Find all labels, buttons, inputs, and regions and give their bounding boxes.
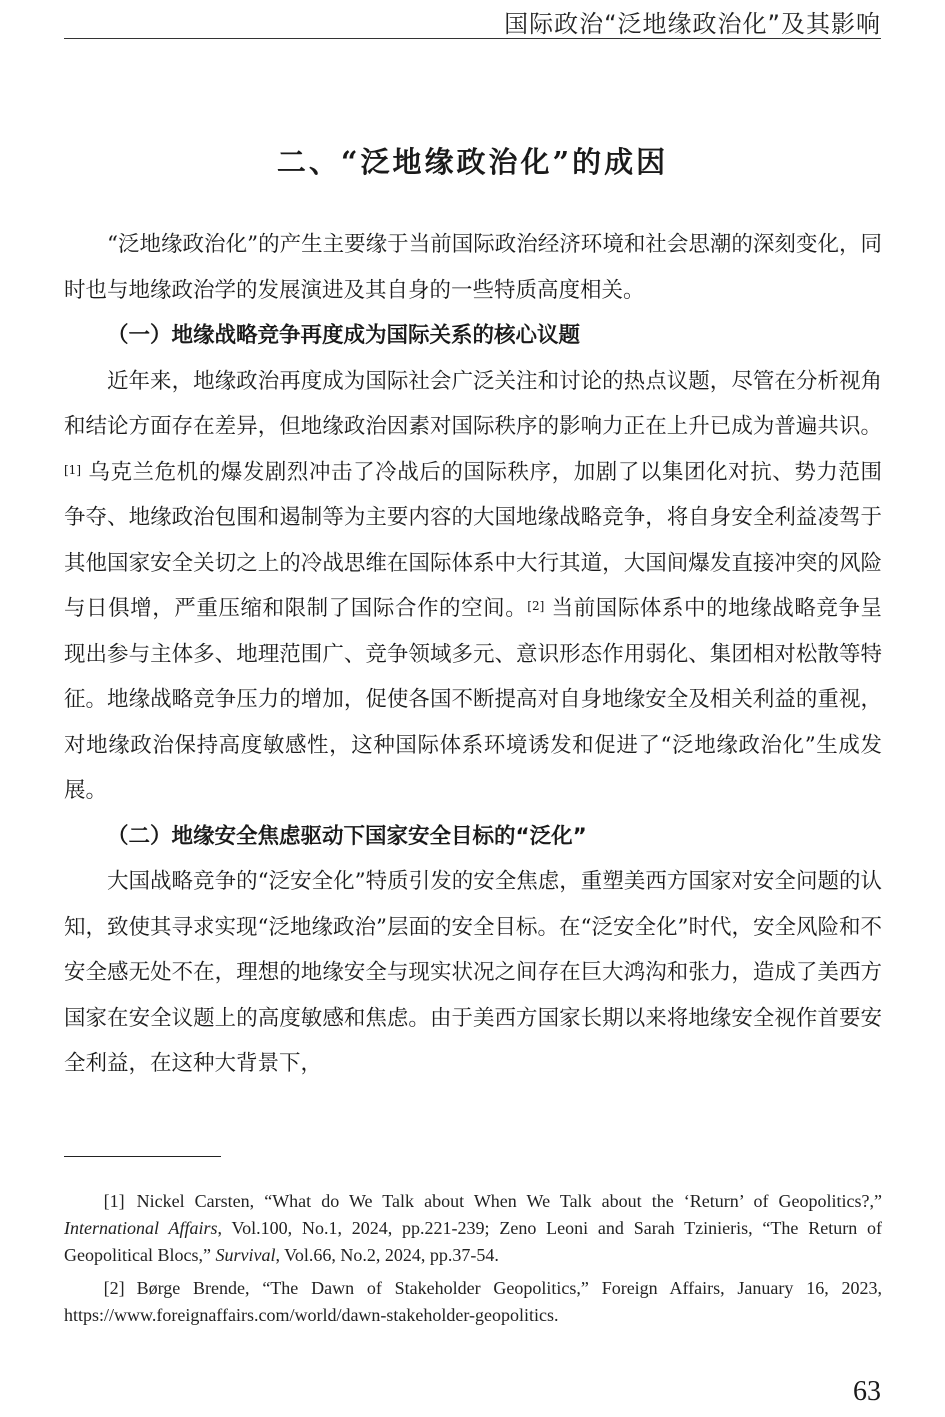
footnote-text: Nickel Carsten, “What do We Talk about When We Talk about the ‘Return’ of Geopolitics?,” (136, 1191, 882, 1211)
subsection-heading-2: （二）地缘安全焦虑驱动下国家安全目标的“泛化” (107, 823, 587, 849)
intro-paragraph: “泛地缘政治化”的产生主要缘于当前国际政治经济环境和社会思潮的深刻变化，同时也与地缘政治学的发展演进及其自身的一些特质高度相关。 (64, 232, 882, 303)
footnote-text: , Vol.100, No.1, 2024, pp.221-239; Zeno Leoni and Sarah Tzinieris, “The Return of Geopolitical Blocs,” (64, 1218, 882, 1265)
paragraph-text: 当前国际体系中的地缘战略竞争呈现出参与主体多、地理范围广、竞争领域多元、意识形态作用弱化、集团相对松散等特征。地缘战略竞争压力的增加，促使各国不断提高对自身地缘安全及相关利益的重视，对地缘政治保持高度敏感性，这种国际体系环境诱发和促进了“泛地缘政治化”生成发展。 (64, 596, 882, 803)
page-number: 63 (853, 1376, 881, 1407)
body-text (64, 222, 882, 1087)
journal-title: Survival (215, 1245, 276, 1265)
footnote-rule (64, 1156, 221, 1157)
footnote-text: Børge Brende, “The Dawn of Stakeholder Geopolitics,” Foreign Affairs, January 16, 2023, https://www.foreignaffairs.com/world/dawn-stakeholder-geopolitics. (64, 1278, 882, 1325)
footnote-ref-1[interactable]: [1] (64, 462, 81, 477)
footnote-ref-2[interactable]: [2] (527, 599, 545, 613)
footnotes (64, 1188, 882, 1335)
subsection-paragraph-2: 大国战略竞争的“泛安全化”特质引发的安全焦虑，重塑美西方国家对安全问题的认知，致使其寻求实现“泛地缘政治”层面的安全目标。在“泛安全化”时代，安全风险和不安全感无处不在，理想的地缘安全与现实状况之间存在巨大鸿沟和张力，造成了美西方国家在安全议题上的高度敏感和焦虑。由于美西方国家长期以来将地缘安全视作首要安全利益，在这种大背景下， (64, 869, 882, 1076)
footnote-number: [1] (103, 1191, 125, 1211)
section-title: 二、“泛地缘政治化”的成因 (276, 145, 669, 179)
subsection-heading-1: （一）地缘战略竞争再度成为国际关系的核心议题 (107, 323, 581, 348)
paragraph-text: 乌克兰危机的爆发剧烈冲击了冷战后的国际秩序，加剧了以集团化对抗、势力范围争夺、地缘政治包围和遏制等为主要内容的大国地缘战略竞争，将自身安全利益凌驾于其他国家安全关切之上的冷战思维在国际体系中大行其道，大国间爆发直接冲突的风险与日俱增，严重压缩和限制了国际合作的空间。 (64, 459, 882, 621)
footnote-1 (64, 1188, 882, 1269)
running-header: 国际政治“泛地缘政治化”及其影响 (504, 10, 881, 38)
subsection-paragraph-1 (64, 359, 882, 814)
footnote-text: , Vol.66, No.2, 2024, pp.37-54. (275, 1245, 499, 1265)
journal-title: International Affairs (64, 1218, 218, 1238)
footnote-number: [2] (103, 1278, 125, 1298)
footnote-2 (64, 1275, 882, 1329)
paragraph-text: 近年来，地缘政治再度成为国际社会广泛关注和讨论的热点议题，尽管在分析视角和结论方面存在差异，但地缘政治因素对国际秩序的影响力正在上升已成为普遍共识。 (64, 368, 882, 439)
header-rule (64, 38, 881, 39)
